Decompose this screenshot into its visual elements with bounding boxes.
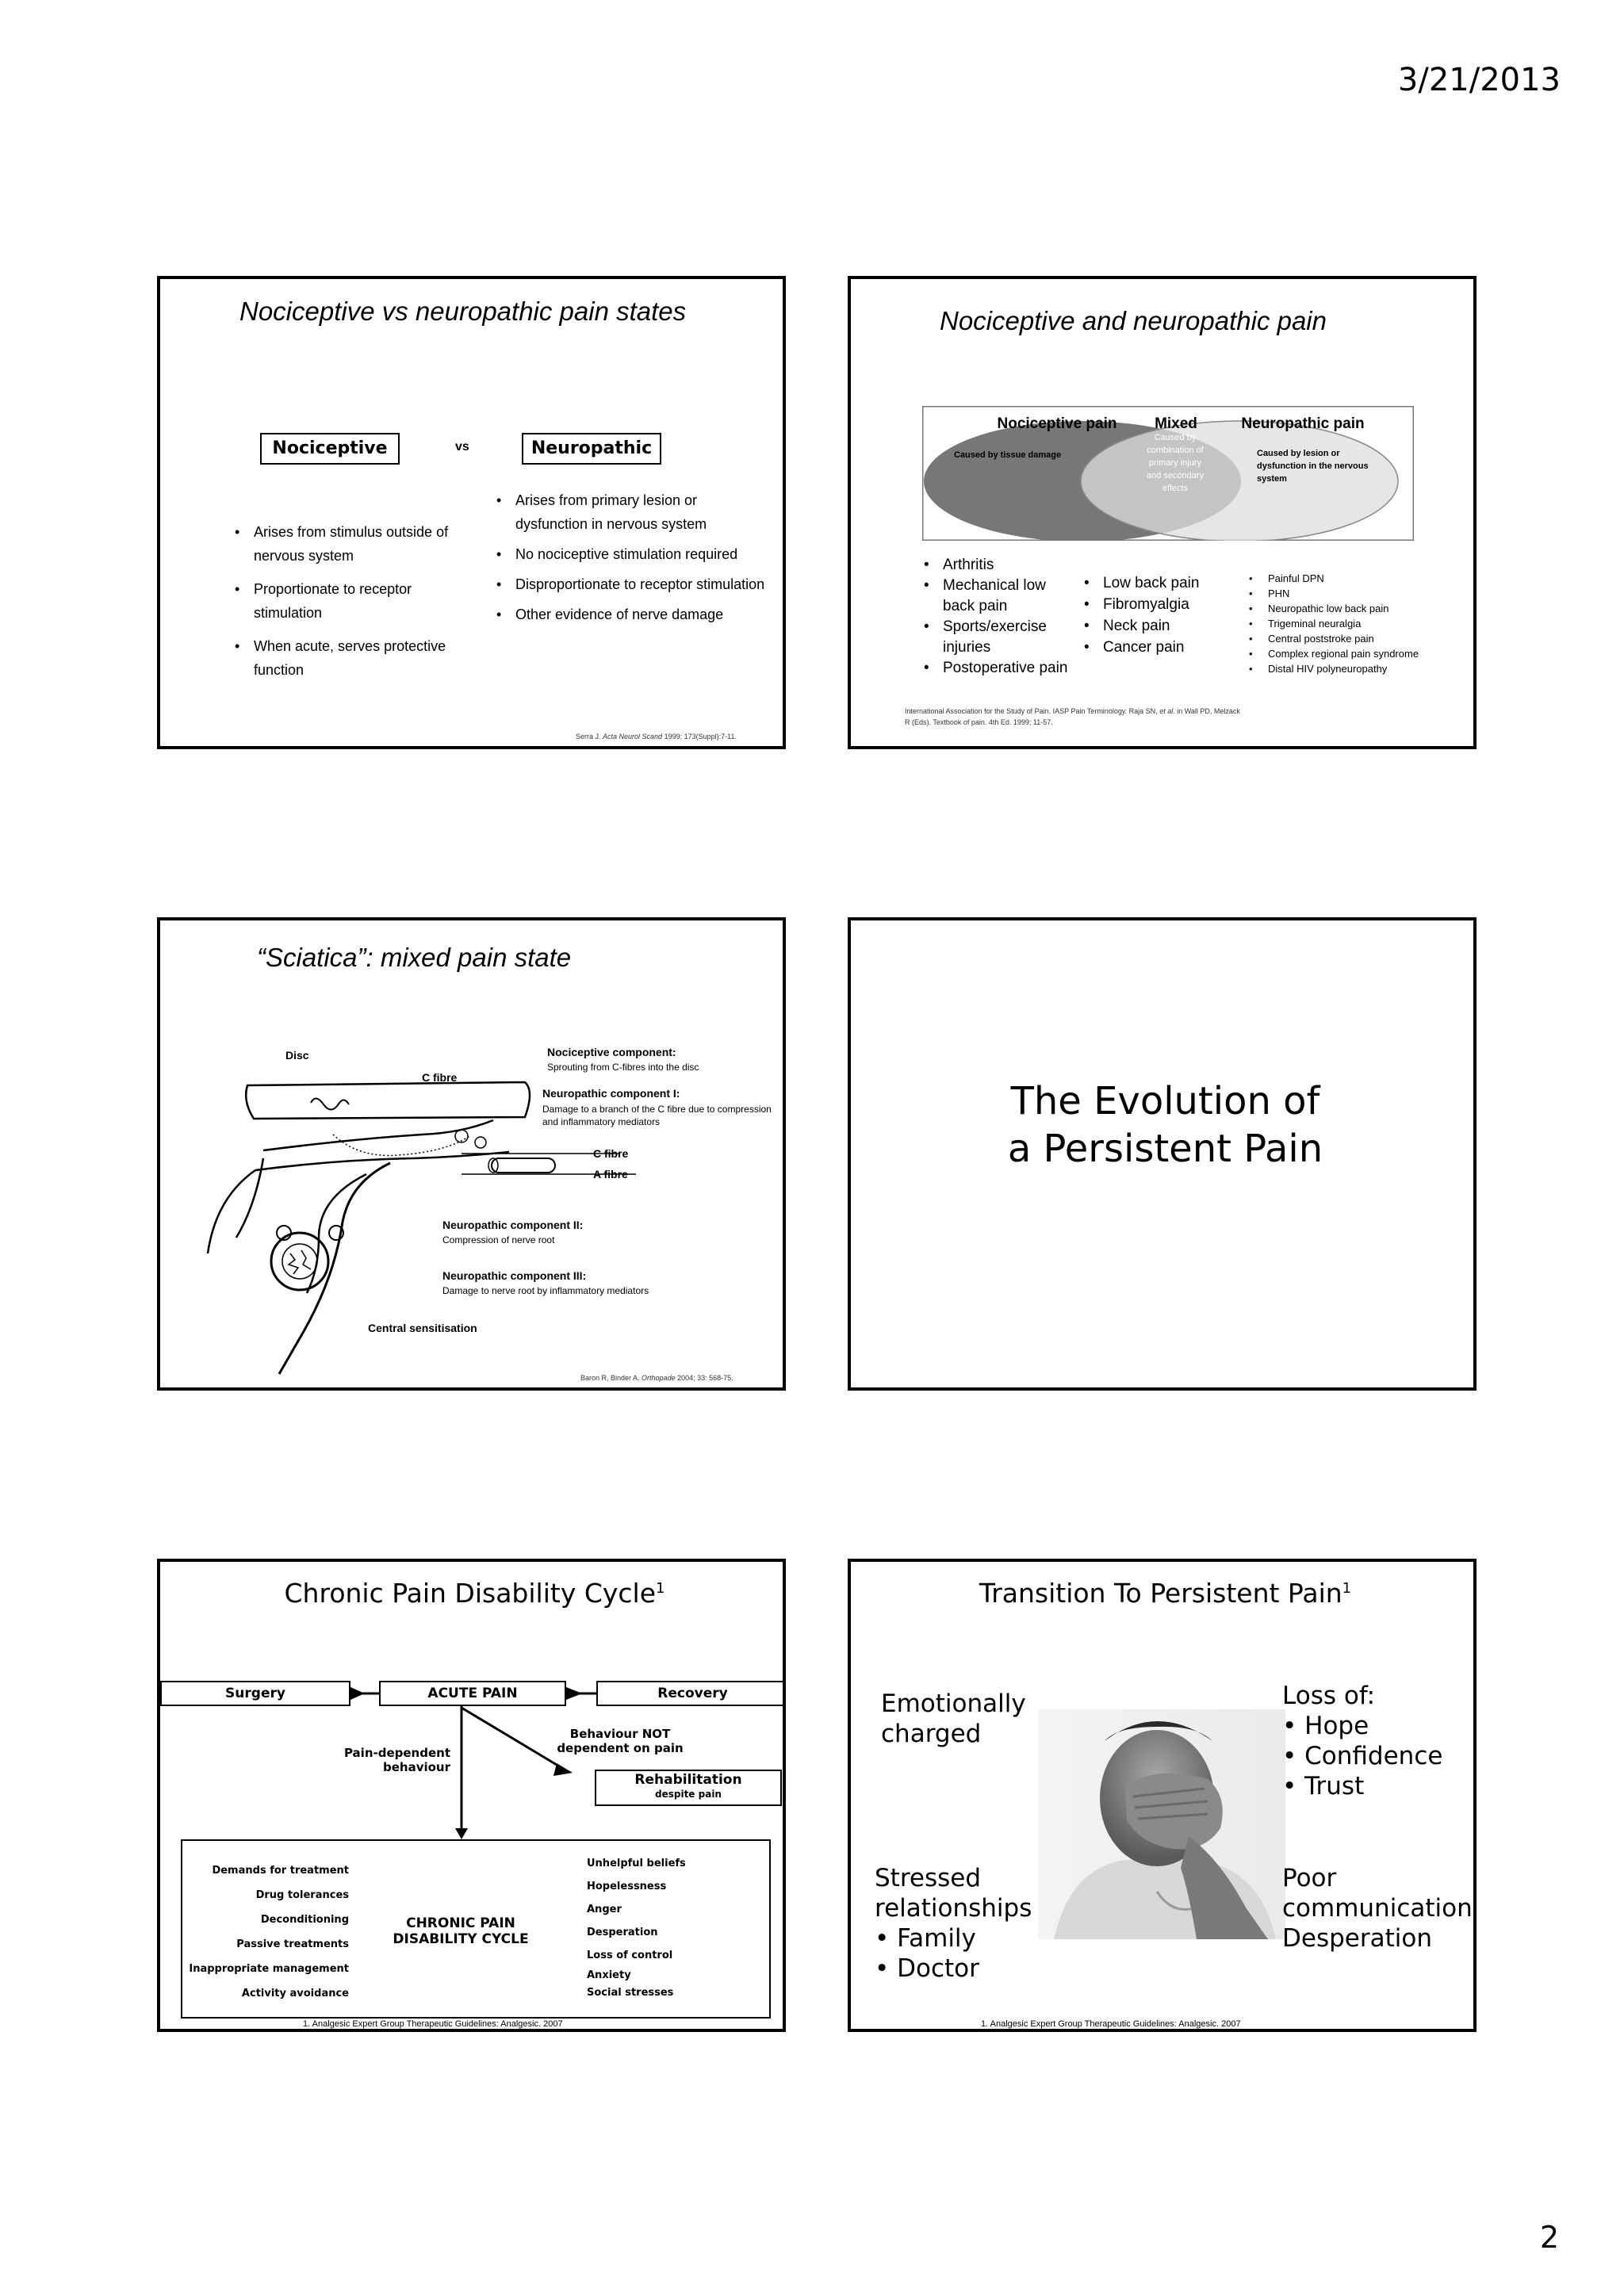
- slide-chronic-pain-cycle: [157, 1559, 786, 2032]
- neuropathic-component-1-desc: Damage to a branch of the C fibre due to compression and inflammatory mediators: [542, 1104, 772, 1127]
- list-item: Inappropriate management: [189, 1963, 349, 1975]
- list-item: Social stresses: [587, 1987, 674, 1999]
- footnote: 1. Analgesic Expert Group Therapeutic Guidelines: Analgesic. 2007: [303, 2019, 563, 2029]
- list-item: Hopelessness: [587, 1881, 667, 1892]
- nociceptive-component-desc: Sprouting from C-fibres into the disc: [547, 1062, 699, 1073]
- slide-title: Nociceptive vs neuropathic pain states: [239, 297, 687, 326]
- neuropathic-component-3-desc: Damage to nerve root by inflammatory mediators: [442, 1285, 649, 1296]
- stressed-relationships-list: Stressed relationships • Family • Doctor: [875, 1864, 1032, 1983]
- slide-evolution: [848, 917, 1477, 1391]
- list-item: • Low back pain: [1082, 572, 1225, 594]
- mixed-examples: [1082, 572, 1225, 658]
- nociceptive-heading: Nociceptive: [260, 433, 400, 465]
- list-item: Doctor: [897, 1954, 979, 1983]
- slide-title: The Evolution of a Persistent Pain: [1007, 1079, 1323, 1171]
- distressed-person-photo: [1038, 1709, 1285, 1939]
- neuropathic-pain-label: Neuropathic pain: [1241, 415, 1365, 432]
- neuropathic-bullets: [495, 488, 772, 626]
- c-fibre-top-label: C fibre: [422, 1071, 458, 1084]
- list-item: • Arises from stimulus outside of nervous system: [233, 520, 479, 568]
- list-item: Deconditioning: [260, 1914, 349, 1926]
- list-item: Drug tolerances: [255, 1889, 349, 1901]
- a-fibre-label: A fibre: [593, 1168, 628, 1181]
- central-sensitisation-label: Central sensitisation: [368, 1322, 477, 1334]
- neuropathic-heading: Neuropathic: [522, 433, 661, 465]
- slide-title: Nociceptive and neuropathic pain: [940, 306, 1327, 335]
- neuropathic-component-1-label: Neuropathic component I:: [542, 1087, 680, 1100]
- slide-nociceptive-and-neuropathic: [848, 276, 1477, 749]
- list-item: Loss of control: [587, 1950, 673, 1961]
- disc-label: Disc: [285, 1049, 309, 1062]
- citation: International Association for the Study of Pain. IASP Pain Terminology. Raja SN, et al. in Wall PD, Melzack R (Eds). Textbook of pain. 4th Ed. 1999; 11-57.: [905, 707, 1240, 726]
- list-item: • Disproportionate to receptor stimulation: [495, 572, 772, 596]
- list-item: • Trigeminal neuralgia: [1247, 616, 1469, 631]
- nociceptive-component-label: Nociceptive component:: [547, 1046, 676, 1058]
- cycle-right-items: [587, 1852, 761, 2002]
- slide-title: Chronic Pain Disability Cycle$^1$: [284, 1578, 665, 1609]
- list-item: • Complex regional pain syndrome: [1247, 646, 1469, 661]
- list-item: • Cancer pain: [1082, 637, 1225, 658]
- list-item: Demands for treatment: [212, 1865, 349, 1877]
- not-pain-dependent-label: Behaviour NOT dependent on pain: [557, 1727, 684, 1755]
- list-item: Passive treatments: [236, 1938, 349, 1950]
- list-item: • Fibromyalgia: [1082, 594, 1225, 615]
- list-item: • PHN: [1247, 586, 1469, 601]
- list-item: Family: [897, 1924, 976, 1953]
- acute-pain-box: ACUTE PAIN: [379, 1681, 566, 1706]
- sciatica-illustration: [160, 920, 786, 1391]
- nociceptive-bullets: [233, 520, 479, 682]
- slide-sciatica: [157, 917, 786, 1391]
- list-item: Anxiety: [587, 1969, 631, 1981]
- vs-label: vs: [455, 440, 469, 453]
- list-item: • Neck pain: [1082, 615, 1225, 637]
- neuropathic-examples: [1247, 571, 1469, 676]
- emotionally-charged-text: Emotionally charged: [881, 1689, 1026, 1748]
- chronic-cycle-label: CHRONIC PAIN DISABILITY CYCLE: [393, 1915, 529, 1947]
- surgery-box: Surgery: [160, 1681, 350, 1706]
- list-item: Trust: [1304, 1772, 1365, 1800]
- page-date: 3/21/2013: [1397, 62, 1561, 98]
- list-item: • Distal HIV polyneuropathy: [1247, 661, 1469, 676]
- list-item: • Arthritis: [922, 555, 1081, 576]
- page-number: 2: [1539, 2220, 1559, 2255]
- list-item: • When acute, serves protective function: [233, 634, 479, 682]
- list-item: • Arises from primary lesion or dysfunction in nervous system: [495, 488, 772, 536]
- list-item: • Sports/exercise injuries: [922, 617, 1081, 658]
- list-item: • Postoperative pain: [922, 658, 1081, 679]
- list-item: • Mechanical low back pain: [922, 576, 1081, 617]
- nociceptive-cause: Caused by tissue damage: [954, 450, 1062, 460]
- neuropathic-component-2-label: Neuropathic component II:: [442, 1219, 584, 1231]
- citation: Serra J. Acta Neurol Scand 1999; 173(Suppl):7-11.: [576, 733, 737, 740]
- nociceptive-examples: [922, 555, 1081, 679]
- list-item: • No nociceptive stimulation required: [495, 542, 772, 566]
- list-item: • Central poststroke pain: [1247, 631, 1469, 646]
- slide-transition: [848, 1559, 1477, 2032]
- footnote: 1. Analgesic Expert Group Therapeutic Guidelines: Analgesic. 2007: [981, 2019, 1241, 2029]
- cycle-left-items: [168, 1858, 349, 2006]
- pain-dependent-label: Pain-dependent behaviour: [343, 1746, 450, 1774]
- list-item: • Other evidence of nerve damage: [495, 603, 772, 626]
- slide-title: Transition To Persistent Pain$^1$: [979, 1578, 1352, 1609]
- list-item: • Proportionate to receptor stimulation: [233, 577, 479, 625]
- nociceptive-pain-label: Nociceptive pain: [997, 415, 1117, 432]
- recovery-box: Recovery: [596, 1681, 786, 1706]
- citation: Baron R, Binder A. Orthopade 2004; 33: 568-75.: [580, 1374, 733, 1382]
- list-item: Anger: [587, 1904, 622, 1915]
- mixed-cause: Caused by combination of primary injury and secondary effects: [1146, 433, 1205, 493]
- list-item: • Painful DPN: [1247, 571, 1469, 586]
- neuropathic-component-3-label: Neuropathic component III:: [442, 1269, 587, 1282]
- neuropathic-cause: Caused by lesion or dysfunction in the nervous system: [1257, 449, 1369, 484]
- loss-of-list: Loss of: • Hope • Confidence • Trust: [1282, 1682, 1443, 1800]
- slide-title: “Sciatica”: mixed pain state: [257, 943, 572, 972]
- list-item: Unhelpful beliefs: [587, 1858, 686, 1869]
- list-item: Desperation: [587, 1927, 658, 1938]
- neuropathic-component-2-desc: Compression of nerve root: [442, 1234, 555, 1246]
- c-fibre-label: C fibre: [593, 1147, 629, 1160]
- list-item: Hope: [1304, 1712, 1369, 1740]
- mixed-label: Mixed: [1155, 415, 1197, 432]
- list-item: Activity avoidance: [241, 1988, 349, 1999]
- poor-communication-text: Poor communication Desperation: [1282, 1864, 1473, 1953]
- rehabilitation-box: Rehabilitation despite pain: [595, 1770, 782, 1806]
- list-item: Confidence: [1304, 1742, 1443, 1770]
- list-item: • Neuropathic low back pain: [1247, 601, 1469, 616]
- slide-nociceptive-vs-neuropathic: [157, 276, 786, 749]
